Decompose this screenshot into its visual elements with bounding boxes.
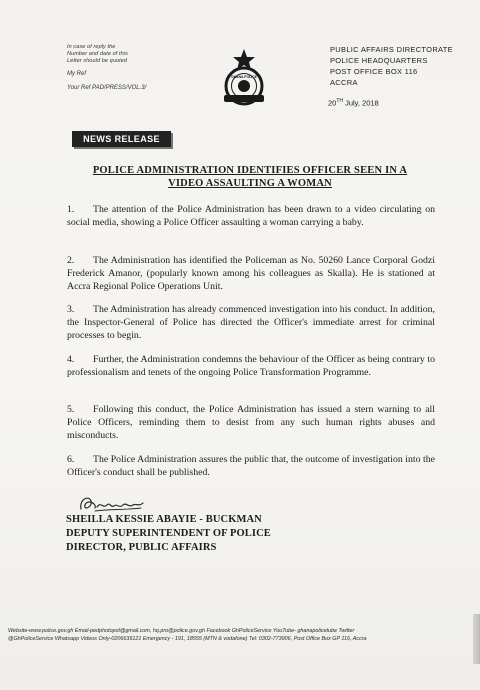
directorate-line-1: PUBLIC AFFAIRS DIRECTORATE — [330, 45, 453, 54]
signatory-rank: DEPUTY SUPERINTENDENT OF POLICE — [66, 528, 271, 539]
title-line-2: VIDEO ASSAULTING A WOMAN — [168, 178, 332, 189]
date-day: 20 — [328, 98, 337, 108]
paragraph-number: 1. — [67, 204, 75, 215]
reply-note-line-3: Letter should be quoted — [67, 58, 128, 64]
paragraph-1 — [67, 203, 435, 229]
paragraph-text: The Administration has identified the Policeman as No. 50260 Lance Corporal Godzi Frederick Amanor, (popularly known among his colleagues as Skalla). He is stationed at Accra Regional Police Operations Unit. — [67, 255, 435, 292]
release-date — [328, 98, 379, 108]
paragraph-6 — [67, 453, 435, 479]
paragraph-2 — [67, 254, 435, 293]
paragraph-text: The attention of the Police Administration has been drawn to a video circulating on social media, showing a Police Officer assaulting a woman carrying a baby. — [67, 204, 435, 228]
my-ref: My Ref — [67, 71, 87, 77]
news-release-badge: NEWS RELEASE — [72, 131, 171, 147]
paragraph-number: 3. — [67, 304, 75, 315]
handwritten-signature — [77, 493, 147, 515]
paragraph-5 — [67, 403, 435, 442]
signatory-office: DIRECTOR, PUBLIC AFFAIRS — [66, 542, 217, 553]
date-suffix: TH — [336, 98, 344, 104]
date-rest: July, 2018 — [343, 98, 379, 108]
release-title — [60, 164, 440, 190]
footer-line-2: @GhPoliceService Whatsapp Videos Only-0206639121 Emergency - 191, 18555 (MTN & vodafone) Tel: 0302-773906, Post Office Box GP 116, Accra — [8, 636, 367, 642]
your-ref: Your Ref PAD/PRESS/VOL.3/ — [67, 85, 147, 91]
paragraph-text: Further, the Administration condemns the behaviour of the Officer as being contrary to professionalism and tenets of the ongoing Police Transformation Programme. — [67, 354, 435, 378]
contact-footer — [8, 627, 468, 643]
title-line-1: POLICE ADMINISTRATION IDENTIFIES OFFICER SEEN IN A — [92, 165, 408, 176]
paragraph-number: 6. — [67, 454, 75, 465]
reply-note-line-1: In case of reply the — [67, 44, 116, 50]
page-edge-shadow — [473, 614, 480, 664]
paragraph-3 — [67, 303, 435, 342]
paragraph-number: 5. — [67, 404, 75, 415]
police-emblem-icon — [218, 48, 270, 106]
emblem-text: GHANA POLICE — [231, 75, 257, 79]
paragraph-4 — [67, 353, 435, 379]
directorate-line-3: POST OFFICE BOX 116 — [330, 67, 418, 76]
paragraph-text: The Police Administration assures the public that, the outcome of investigation into the Officer's conduct shall be published. — [67, 454, 435, 478]
directorate-line-4: ACCRA — [330, 78, 358, 87]
letterhead-right — [330, 44, 453, 88]
letterhead-left — [67, 44, 146, 92]
directorate-line-2: POLICE HEADQUARTERS — [330, 56, 428, 65]
paragraph-text: Following this conduct, the Police Administration has issued a stern warning to all Police Officers, reminding them to desist from any such human rights abuses and misconducts. — [67, 404, 435, 441]
reply-note-line-2: Number and date of this — [67, 51, 129, 57]
signatory-block — [66, 513, 271, 555]
paragraph-text: The Administration has already commenced investigation into his conduct. In addition, the Inspector-General of Police has directed the Officer's immediate arrest for criminal processes to begin. — [67, 304, 435, 341]
signatory-name: SHEILLA KESSIE ABAYIE - BUCKMAN — [66, 514, 262, 525]
footer-line-1: Website-www.police.gov.gh Email-pedphotopol@gmail.com, hq.pro@police.gov.gh Facebook GhPoliceService YouTube- ghanapolicetube Twitter — [8, 628, 355, 634]
paragraph-number: 2. — [67, 255, 75, 266]
paragraph-number: 4. — [67, 354, 75, 365]
